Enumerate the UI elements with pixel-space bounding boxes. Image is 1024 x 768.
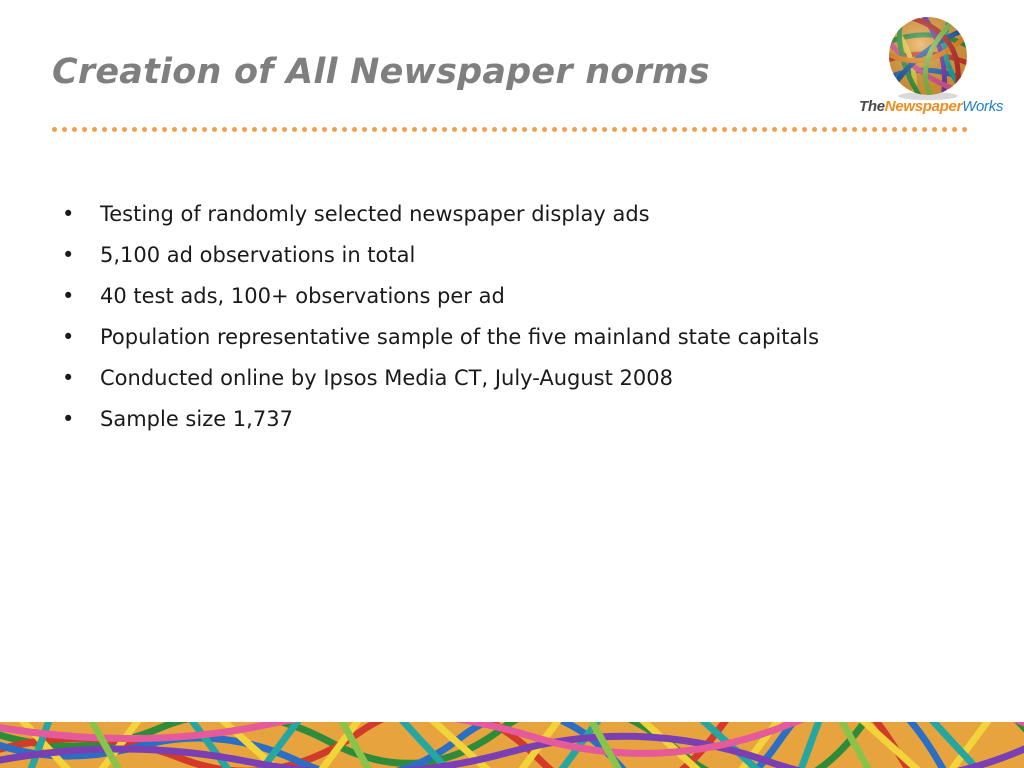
bullet-list: [62, 196, 819, 442]
bullet-item: [62, 196, 819, 237]
newspaperworks-logo: [852, 10, 1014, 120]
bullet-text: Conducted online by Ipsos Media CT, July-August 2008: [100, 366, 673, 390]
rubber-band-pattern: [0, 722, 1024, 768]
bullet-text: Testing of randomly selected newspaper display ads: [100, 202, 650, 226]
slide-title: Creation of All Newspaper norms: [52, 52, 710, 92]
logo-text-the: The: [859, 98, 885, 115]
bullet-marker: •: [62, 284, 75, 308]
rubber-band-footer-strip: [0, 722, 1024, 768]
title-divider: [52, 127, 968, 132]
bullet-marker: •: [62, 243, 75, 267]
rubber-band-ball-icon: [882, 14, 974, 100]
bullet-text: Sample size 1,737: [100, 407, 293, 431]
bullet-item: [62, 360, 819, 401]
bullet-item: [62, 319, 819, 360]
bullet-item: [62, 278, 819, 319]
logo-wordmark: [859, 98, 1003, 115]
bullet-text: 40 test ads, 100+ observations per ad: [100, 284, 505, 308]
bullet-marker: •: [62, 366, 75, 390]
logo-text-newspaper: Newspaper: [884, 98, 963, 115]
logo-text-works: Works: [962, 98, 1004, 115]
bullet-marker: •: [62, 325, 75, 349]
bullet-marker: •: [62, 202, 75, 226]
bullet-item: [62, 237, 819, 278]
bullet-text: Population representative sample of the five mainland state capitals: [100, 325, 820, 349]
bullet-item: [62, 401, 819, 442]
bullet-marker: •: [62, 407, 75, 431]
bullet-text: 5,100 ad observations in total: [100, 243, 416, 267]
